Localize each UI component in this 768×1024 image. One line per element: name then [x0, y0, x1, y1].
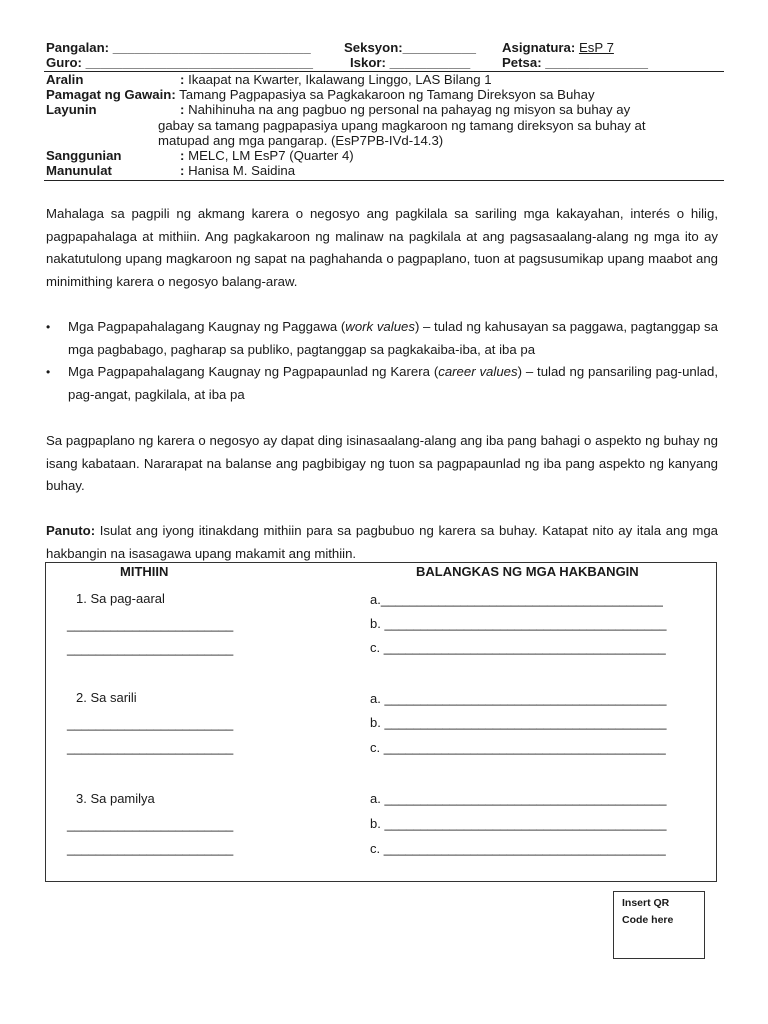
- petsa-row: [502, 55, 648, 70]
- panuto-text: Isulat ang iyong itinakdang mithiin para sa pagbubuo ng karera sa buhay. Katapat nito ay itala ang mga hakbangin na isasagawa upang makamit ang mithiin.: [46, 523, 718, 561]
- asignatura-label: Asignatura:: [502, 40, 576, 55]
- pamagat-label: Pamagat ng Gawain:: [46, 87, 176, 102]
- layunin-line1: Nahihinuha na ang pagbuo ng personal na pahayag ng misyon sa buhay ay: [188, 102, 631, 117]
- iskor-row: [350, 55, 470, 70]
- step-letter: c.: [370, 740, 384, 755]
- step-letter: a.: [370, 592, 381, 607]
- seksyon-label: Seksyon:: [344, 40, 403, 55]
- step-row: [370, 816, 666, 831]
- step-blank[interactable]: _______________________________________: [383, 740, 666, 755]
- manunulat-row: [180, 163, 295, 178]
- goal-blank[interactable]: _______________________: [67, 716, 234, 731]
- qr-code-placeholder: [613, 891, 705, 959]
- bullet-lead: Mga Pagpapahalagang Kaugnay ng Pagpapaunlad ng Karera (: [68, 364, 439, 379]
- bullet-italic: work values: [345, 319, 415, 334]
- pamagat-value: Tamang Pagpapasiya sa Pagkakaroon ng Tamang Direksyon sa Buhay: [179, 87, 595, 102]
- layunin-line3: matupad ang mga pangarap. (EsP7PB-IVd-14.3): [158, 133, 444, 148]
- step-letter: b.: [370, 616, 385, 631]
- bullet-rest: ) – tulad ng pansariling pag-unlad, pag-angat, pagkilala, at iba pa: [68, 364, 719, 402]
- sanggunian-row: [180, 148, 354, 163]
- manunulat-colon: :: [180, 163, 185, 178]
- seksyon-blank[interactable]: __________: [402, 40, 476, 55]
- step-letter: a.: [370, 691, 385, 706]
- step-letter: b.: [370, 715, 385, 730]
- step-row: [370, 715, 666, 730]
- step-blank[interactable]: _______________________________________: [383, 640, 666, 655]
- planning-paragraph: Sa pagpaplano ng karera o negosyo ay dapat ding isinasaalang-alang ang iba pang bahagi o aspekto ng buhay ng isang kabataan. Nararapat na balanse ang pagbibigay ng tuon sa pagpapaunlad ng iba pang aspekto ng kanyang buhay.: [46, 433, 718, 493]
- header-divider-bottom: [44, 180, 724, 181]
- guro-blank[interactable]: _______________________________: [85, 55, 313, 70]
- section-title-sarili: 2. Sa sarili: [76, 690, 137, 705]
- bullet-lead: Mga Pagpapahalagang Kaugnay ng Paggawa (: [68, 319, 346, 334]
- name-row: [46, 40, 311, 55]
- bullet-rest: ) – tulad ng kahusayan sa paggawa, pagtanggap sa mga pagbabago, pagharap sa publiko, pagtanggap sa pagkakaiba-iba, at iba pa: [68, 319, 718, 357]
- goal-blank[interactable]: _______________________: [67, 617, 234, 632]
- step-row: [370, 791, 666, 806]
- step-blank[interactable]: _______________________________________: [384, 715, 667, 730]
- qr-line2: Code here: [622, 914, 674, 926]
- manunulat-label: Manunulat: [46, 163, 112, 178]
- layunin-row: [180, 102, 630, 117]
- step-row: [370, 616, 666, 631]
- goal-blank[interactable]: _______________________: [67, 841, 234, 856]
- step-blank[interactable]: _______________________________________: [383, 841, 666, 856]
- section-title-pag-aaral: 1. Sa pag-aaral: [76, 591, 165, 606]
- goal-blank[interactable]: _______________________: [67, 740, 234, 755]
- manunulat-value: Hanisa M. Saidina: [188, 163, 296, 178]
- step-row: [370, 640, 666, 655]
- seksyon-row: [344, 40, 476, 55]
- step-row: [370, 691, 666, 706]
- aralin-value: Ikaapat na Kwarter, Ikalawang Linggo, LAS Bilang 1: [188, 72, 492, 87]
- sanggunian-label: Sanggunian: [46, 148, 122, 163]
- asignatura-row: [502, 40, 614, 55]
- pamagat-row: [46, 87, 595, 102]
- aralin-row: [180, 72, 492, 87]
- bullet-italic: career values: [438, 364, 518, 379]
- step-letter: b.: [370, 816, 385, 831]
- step-blank[interactable]: _______________________________________: [384, 791, 667, 806]
- col-header-balangkas: BALANGKAS NG MGA HAKBANGIN: [416, 564, 639, 579]
- step-letter: c.: [370, 841, 384, 856]
- iskor-blank[interactable]: ___________: [389, 55, 471, 70]
- sanggunian-colon: :: [180, 148, 185, 163]
- bullet-dot: •: [46, 365, 51, 379]
- bullet-dot: •: [46, 320, 51, 334]
- step-letter: c.: [370, 640, 384, 655]
- goal-blank[interactable]: _______________________: [67, 817, 234, 832]
- step-blank[interactable]: _______________________________________: [384, 616, 667, 631]
- pangalan-label: Pangalan:: [46, 40, 110, 55]
- petsa-blank[interactable]: ______________: [545, 55, 648, 70]
- step-row: [370, 740, 666, 755]
- layunin-line2: gabay sa tamang pagpapasiya upang magkaroon ng tamang direksyon sa buhay at: [158, 118, 646, 133]
- guro-row: [46, 55, 313, 70]
- intro-paragraph: Mahalaga sa pagpili ng akmang karera o negosyo ang pagkilala sa sariling mga kakayahan, interés o hilig, pagpapahalaga at mithiin. Ang pagkakaroon ng malinaw na pagkilala at ang pagsasaalang-alang ng mga ito ay nakatutulong upang magkaroon ng sapat na paghahanda o pagpaplano, tuon at pagsusumikap upang maabot ang minimithing karera o negosyo balang-araw.: [46, 206, 718, 289]
- layunin-colon: :: [180, 102, 185, 117]
- section-title-pamilya: 3. Sa pamilya: [76, 791, 155, 806]
- panuto-label: Panuto:: [46, 523, 96, 538]
- iskor-label: Iskor:: [350, 55, 386, 70]
- aralin-label: Aralin: [46, 72, 84, 87]
- panuto-paragraph: [46, 520, 718, 565]
- goal-blank[interactable]: _______________________: [67, 641, 234, 656]
- aralin-colon: :: [180, 72, 185, 87]
- step-blank[interactable]: _______________________________________: [384, 691, 667, 706]
- layunin-label: Layunin: [46, 102, 97, 117]
- qr-line1: Insert QR: [622, 897, 670, 909]
- guro-label: Guro:: [46, 55, 82, 70]
- sanggunian-value: MELC, LM EsP7 (Quarter 4): [188, 148, 354, 163]
- bullet-work-values: [46, 316, 718, 361]
- bullet-career-values: [46, 361, 718, 406]
- asignatura-value: EsP 7: [578, 40, 614, 55]
- petsa-label: Petsa:: [502, 55, 542, 70]
- step-blank[interactable]: _______________________________________: [384, 816, 667, 831]
- step-blank[interactable]: _______________________________________: [380, 592, 663, 607]
- col-header-mithiin: MITHIIN: [120, 564, 169, 579]
- pangalan-blank[interactable]: ___________________________: [112, 40, 311, 55]
- step-row: [370, 592, 663, 607]
- step-letter: a.: [370, 791, 385, 806]
- step-row: [370, 841, 666, 856]
